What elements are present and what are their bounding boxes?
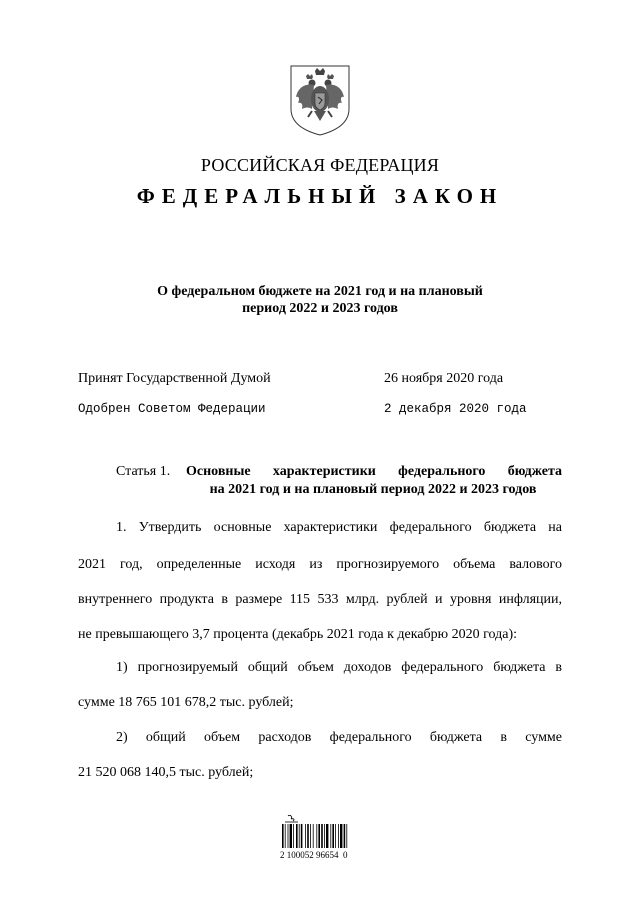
duma-label: Принят Государственной Думой <box>78 371 271 386</box>
barcode-number: 2 100052 96654 0 <box>280 850 348 860</box>
country-name: РОССИЙСКАЯ ФЕДЕРАЦИЯ <box>200 155 440 175</box>
duma-date: 26 ноября 2020 года <box>384 371 504 386</box>
paragraph-1-line-4: не превышающего 3,7 процента (декабрь 2021 года к декабрю 2020 года): <box>78 627 518 642</box>
council-label: Одобрен Советом Федерации <box>78 402 266 416</box>
article-title-line-2: на 2021 год и на плановый период 2022 и 2023 годов <box>209 482 537 497</box>
coat-of-arms-icon <box>288 63 352 137</box>
barcode-icon <box>280 815 362 849</box>
law-title-line-1: О федеральном бюджете на 2021 год и на плановый <box>157 284 483 299</box>
paragraph-3-line-2: 21 520 068 140,5 тыс. рублей; <box>78 765 254 780</box>
paragraph-2-line-1: 1) прогнозируемый общий объем доходов федерального бюджета в <box>116 660 562 675</box>
article-title-line-1: Основные характеристики федерального бюджета <box>186 464 562 479</box>
paragraph-1-line-2: 2021 год, определенные исходя из прогнозируемого объема валового <box>78 557 562 572</box>
paragraph-1-line-1: 1. Утвердить основные характеристики федерального бюджета на <box>116 520 562 535</box>
document-type: ФЕДЕРАЛЬНЫЙ ЗАКОН <box>136 184 504 208</box>
council-date: 2 декабря 2020 года <box>384 402 527 416</box>
paragraph-3-line-1: 2) общий объем расходов федерального бюджета в сумме <box>116 730 562 745</box>
law-title-line-2: период 2022 и 2023 годов <box>242 301 398 316</box>
paragraph-2-line-2: сумме 18 765 101 678,2 тыс. рублей; <box>78 695 294 710</box>
paragraph-1-line-3: внутреннего продукта в размере 115 533 млрд. рублей и уровня инфляции, <box>78 592 562 607</box>
law-title <box>80 283 560 317</box>
article-number: Статья 1. <box>116 464 171 479</box>
